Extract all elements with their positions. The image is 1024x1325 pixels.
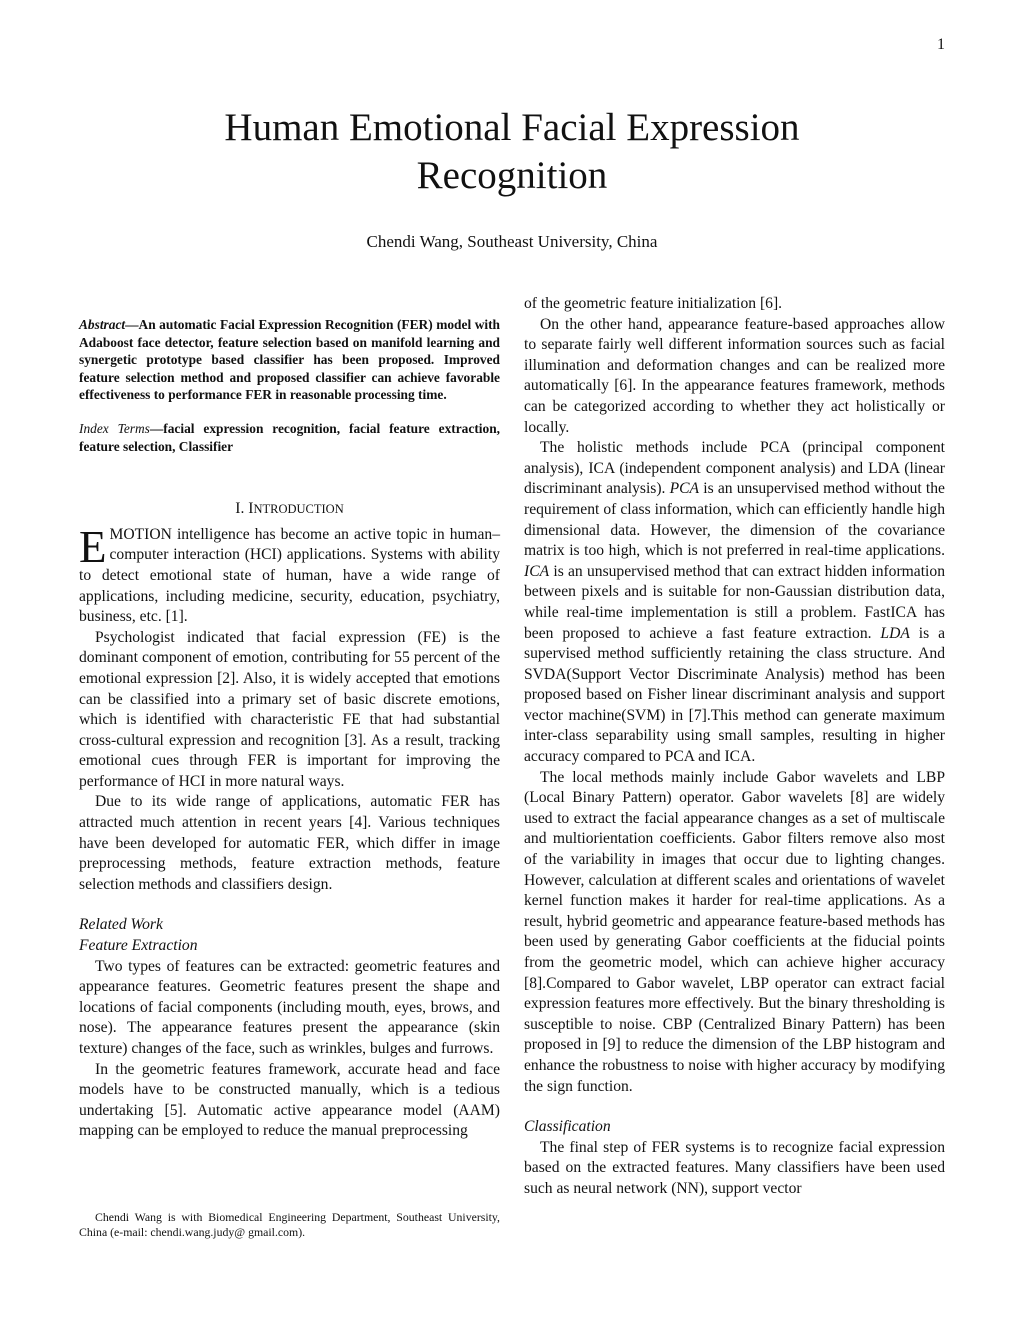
intro-paragraph-1-text: MOTION intelligence has become an active topic in human–computer interaction (HCI) applications. Systems with ability to detect emotional state of human, have a wide range of applications, including medicine, security, education, psychiatry, business, etc. [1].: [79, 525, 500, 626]
feature-extraction-paragraph-2: In the geometric features framework, accurate head and face models have to be constructed manually, which is a tedious undertaking [5]. Automatic active appearance model (AAM) mapping can be employed to reduce the manual preprocessing: [79, 1060, 500, 1140]
page-number: 1: [937, 36, 945, 53]
author-line: Chendi Wang, Southeast University, China: [366, 232, 658, 251]
intro-paragraph-3: Due to its wide range of applications, automatic FER has attracted much attention in recent years [4]. Various techniques have been developed for automatic FER, which differ in image preprocessing methods, feature extraction methods, feature selection methods and classifiers design.: [79, 793, 500, 893]
classification-heading: Classification: [524, 1118, 611, 1136]
intro-paragraph-1: [79, 521, 500, 628]
holistic-text-b: is an unsupervised method without the requirement of class information, which can efficiently handle high dimensional data. However, the dimension of the covariance matrix is too high, which is not preferred in real-time applications.: [524, 480, 945, 560]
drop-cap: E: [79, 521, 107, 572]
section-numeral: I. I: [235, 500, 254, 518]
title-line-2: Recognition: [416, 154, 608, 197]
author-footnote: Chendi Wang is with Biomedical Engineering Department, Southeast University, China (e-mail: chendi.wang.judy@ gmail.com).: [79, 1210, 500, 1239]
ica-term: ICA: [524, 562, 550, 580]
lda-term: LDA: [880, 624, 910, 642]
local-methods-paragraph: The local methods mainly include Gabor wavelets and LBP (Local Binary Pattern) operator. Gabor wavelets [8] are widely used to extract the facial appearance changes as a set of multiscale and multiorientation coefficients. Gabor filters remove also most of the variability in images that occur due to lighting changes. However, calculation at different scales and orientations of wavelet kernel function makes it harder for real-time applications. As a result, hybrid geometric and appearance feature-based methods has been used by generating Gabor coefficients at the fiducial points from the geometric model, which can achieve higher accuracy [8].Compared to Gabor wavelet, LBP operator can extract facial expression features more effectively. But the binary thresholding is susceptible to noise. CBP (Centralized Binary Pattern) has been proposed in [9] to reduce the dimension of the LBP histogram and enhance the robustness to noise with higher accuracy by modifying the sign function.: [524, 768, 945, 1095]
holistic-text-a: The holistic methods include PCA (principal component analysis), ICA (independent component analysis) and LDA (linear discriminant analysis).: [524, 439, 945, 498]
section-title-rest: NTRODUCTION: [253, 502, 344, 517]
holistic-methods-paragraph: [524, 438, 945, 768]
classification-paragraph: The final step of FER systems is to recognize facial expression based on the extracted features. Many classifiers have been used such as neural network (NN), support vector: [524, 1138, 945, 1197]
abstract-text: —An automatic Facial Expression Recognition (FER) model with Adaboost face detector, feature selection based on manifold learning and synergetic prototype based classifier has been proposed. Improved feature selection method and proposed classifier can achieve favorable effectiveness to performance FER in reasonable processing time.: [79, 317, 500, 403]
feature-extraction-paragraph-1: Two types of features can be extracted: geometric features and appearance features. Geometric features present the shape and locations of facial components (including mouth, eyes, brows, and nose). The appearance features present the appearance (skin texture) changes of the face, such as wrinkles, bulges and furrows.: [79, 957, 500, 1057]
pca-term: PCA: [669, 480, 700, 498]
abstract: [79, 316, 500, 404]
intro-paragraph-2: Psychologist indicated that facial expression (FE) is the dominant component of emotion, contributing for 55 percent of the emotional expression [2]. Also, it is widely accepted that emotions can be classified into a primary set of basic discrete emotions, which is identified with characteristic FE that had substantial cross-cultural expression and recognition [3]. As a result, tracking emotional cues through FER is important for improving the performance of HCI in more natural ways.: [79, 628, 500, 790]
index-terms: [79, 420, 500, 455]
abstract-lead: Abstract: [79, 317, 126, 332]
section-heading-introduction: [79, 499, 500, 520]
paper-title: [0, 104, 1024, 200]
index-terms-lead: Index Terms: [79, 420, 150, 436]
left-column: [79, 316, 500, 1142]
related-work-heading: Related Work: [79, 916, 163, 934]
right-paragraph-0: of the geometric feature initialization [6].: [524, 295, 783, 312]
right-column: [524, 294, 945, 1200]
feature-extraction-heading: Feature Extraction: [79, 937, 198, 955]
right-paragraph-1: On the other hand, appearance feature-based approaches allow to separate fairly well different information sources such as facial illumination and deformation changes and can be realized more automatically [6]. In the appearance features framework, methods can be categorized according to whether they act holistically or locally.: [524, 315, 945, 436]
index-terms-text: —facial expression recognition, facial feature extraction, feature selection, Classifier: [79, 420, 500, 454]
holistic-text-d: is a supervised method sufficiently retaining the class structure. And SVDA(Support Vector Discriminate Analysis) method has been proposed based on Fisher linear discriminant analysis and support vector machine(SVM) in [7].This method can generate maximum inter-class separability using small samples, resulting in higher accuracy compared to PCA and ICA.: [524, 624, 945, 766]
holistic-text-c: is an unsupervised method that can extract hidden information between pixels and is suitable for non-Gaussian distribution data, while real-time implementation is still a problem. FastICA has been proposed to achieve a fast feature extraction.: [524, 562, 945, 642]
title-line-1: Human Emotional Facial Expression: [224, 106, 800, 149]
